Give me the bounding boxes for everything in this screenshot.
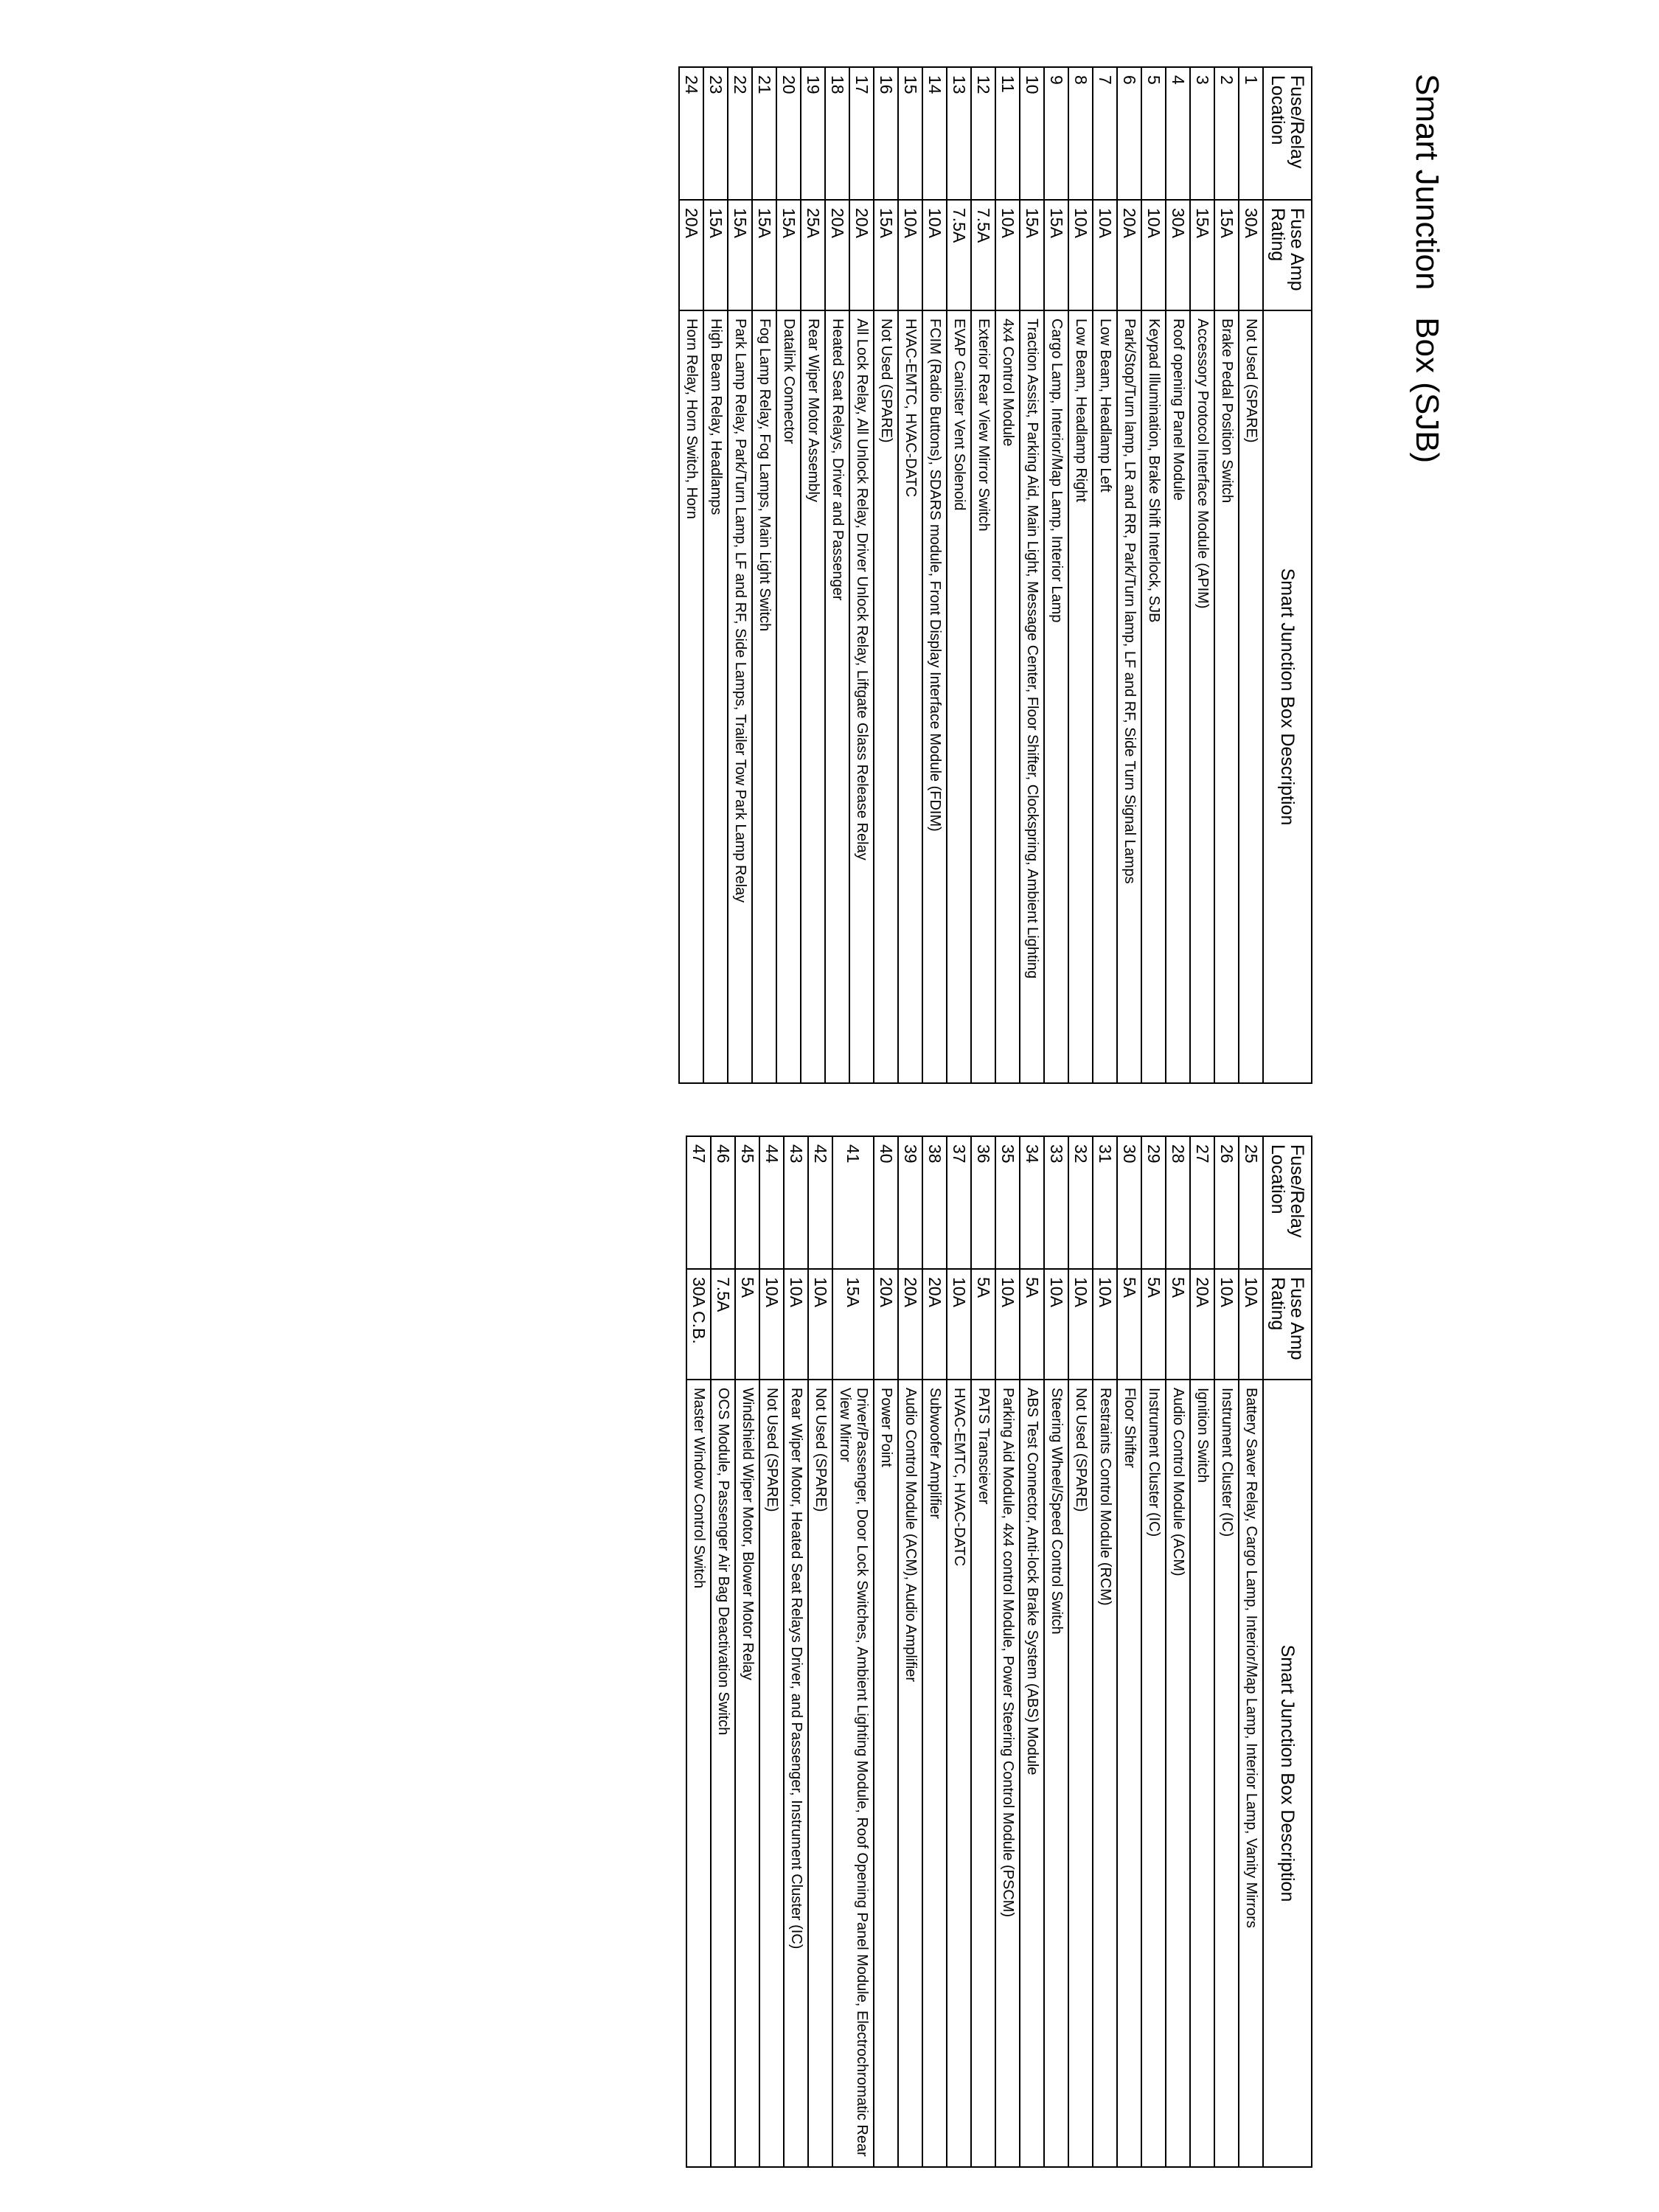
table-row [1117,1136,1141,2167]
table-row [1068,67,1093,1083]
table-header-row [1263,1136,1312,2167]
location-cell: 18 [825,67,849,200]
rating-cell: 10A [1093,200,1117,310]
table-row [752,67,776,1083]
description-cell: Master Window Control Switch [686,1380,711,2167]
table-row [971,1136,995,2167]
location-cell: 1 [1239,67,1263,200]
description-cell: Ignition Switch [1190,1380,1214,2167]
description-cell: Rear Wiper Motor, Heated Seat Relays Driver, and Passenger, Instrument Cluster (IC) [784,1380,808,2167]
location-cell: 2 [1214,67,1239,200]
table-row [728,67,752,1083]
description-cell: Cargo Lamp, Interior/Map Lamp, Interior Lamp [1044,310,1068,1083]
table-row [849,67,874,1083]
description-cell: Low Beam, Headlamp Left [1093,310,1117,1083]
rating-cell: 15A [752,200,776,310]
location-cell: 40 [874,1136,898,1269]
description-cell: Audio Control Module (ACM), Audio Amplifier [898,1380,922,2167]
table-row [874,67,898,1083]
rating-cell: 10A [947,1269,971,1380]
location-cell: 28 [1166,1136,1190,1269]
description-cell: Restraints Control Module (RCM) [1093,1380,1117,2167]
location-cell: 35 [995,1136,1020,1269]
table-row [1117,67,1141,1083]
table-row [898,1136,922,2167]
description-cell: Not Used (SPARE) [808,1380,832,2167]
location-cell: 11 [995,67,1020,200]
location-cell: 27 [1190,1136,1214,1269]
rating-cell: 5A [1141,1269,1166,1380]
rating-cell: 15A [832,1269,874,1380]
table-row [832,1136,874,2167]
location-cell: 22 [728,67,752,200]
location-cell: 46 [711,1136,735,1269]
location-cell: 32 [1068,1136,1093,1269]
rating-cell: 10A [759,1269,784,1380]
table-row [1239,1136,1263,2167]
rating-cell: 10A [808,1269,832,1380]
location-cell: 47 [686,1136,711,1269]
rating-cell: 10A [1093,1269,1117,1380]
table-row [703,67,728,1083]
fuse-table-1-body [679,67,1263,1083]
rating-cell: 5A [1020,1269,1044,1380]
table-row [686,1136,711,2167]
rating-cell: 5A [1117,1269,1141,1380]
table-row [1020,1136,1044,2167]
description-header: Smart Junction Box Description [1263,310,1312,1083]
description-cell: OCS Module, Passenger Air Bag Deactivation Switch [711,1380,735,2167]
table-row [1044,1136,1068,2167]
description-cell: Instrument Cluster (IC) [1214,1380,1239,2167]
location-cell: 24 [679,67,703,200]
description-cell: ABS Test Connector, Anti-lock Brake System (ABS) Module [1020,1380,1044,2167]
table-row [1141,67,1166,1083]
location-cell: 44 [759,1136,784,1269]
description-cell: Horn Relay, Horn Switch, Horn [679,310,703,1083]
table-row [947,67,971,1083]
fuse-table-2 [686,1135,1312,2168]
location-cell: 14 [922,67,947,200]
location-cell: 43 [784,1136,808,1269]
rating-cell: 7.5A [711,1269,735,1380]
location-cell: 38 [922,1136,947,1269]
table-header-row [1263,67,1312,1083]
table-row [735,1136,759,2167]
description-cell: Brake Pedal Position Switch [1214,310,1239,1083]
description-cell: High Beam Relay, Headlamps [703,310,728,1083]
location-cell: 3 [1190,67,1214,200]
description-cell: Floor Shifter [1117,1380,1141,2167]
table-row [947,1136,971,2167]
rating-cell: 15A [1214,200,1239,310]
location-cell: 45 [735,1136,759,1269]
description-cell: Not Used (SPARE) [1068,1380,1093,2167]
description-cell: Heated Seat Relays, Driver and Passenger [825,310,849,1083]
table-row [784,1136,808,2167]
description-cell: Accessory Protocol Interface Module (APIM) [1190,310,1214,1083]
description-cell: Traction Assist, Parking Aid, Main Light, Message Center, Floor Shifter, Clockspring, Ambient Lighting [1020,310,1044,1083]
rating-cell: 7.5A [971,200,995,310]
location-cell: 8 [1068,67,1093,200]
rating-header: Fuse Amp Rating [1263,200,1312,310]
description-cell: 4x4 Control Module [995,310,1020,1083]
rating-cell: 20A [1190,1269,1214,1380]
description-cell: Roof opening Panel Module [1166,310,1190,1083]
description-cell: Exterior Rear View Mirror Switch [971,310,995,1083]
location-cell: 30 [1117,1136,1141,1269]
description-cell: Parking Aid Module, 4x4 control Module, Power Steering Control Module (PSCM) [995,1380,1020,2167]
location-cell: 21 [752,67,776,200]
location-cell: 16 [874,67,898,200]
rating-cell: 10A [1214,1269,1239,1380]
location-cell: 10 [1020,67,1044,200]
table-row [759,1136,784,2167]
location-cell: 12 [971,67,995,200]
rating-cell: 20A [825,200,849,310]
rating-cell: 15A [776,200,801,310]
location-cell: 25 [1239,1136,1263,1269]
table-row [1141,1136,1166,2167]
table-row [1020,67,1044,1083]
location-cell: 19 [801,67,825,200]
location-cell: 26 [1214,1136,1239,1269]
description-cell: Not Used (SPARE) [1239,310,1263,1083]
description-cell: Rear Wiper Motor Assembly [801,310,825,1083]
rating-cell: 15A [1044,200,1068,310]
rating-cell: 20A [679,200,703,310]
rating-cell: 20A [849,200,874,310]
rating-cell: 15A [1020,200,1044,310]
location-cell: 9 [1044,67,1068,200]
description-cell: Driver/Passenger, Door Lock Switches, Ambient Lighting Module, Roof Opening Panel Module, Electrochromatic Rear View Mirror [832,1380,874,2167]
description-cell: HVAC-EMTC, HVAC-DATC [947,1380,971,2167]
table-row [1093,1136,1117,2167]
rating-cell: 10A [898,200,922,310]
description-cell: Instrument Cluster (IC) [1141,1380,1166,2167]
description-cell: Audio Control Module (ACM) [1166,1380,1190,2167]
location-cell: 13 [947,67,971,200]
description-cell: Subwoofer Amplifier [922,1380,947,2167]
location-cell: 31 [1093,1136,1117,1269]
table-row [1068,1136,1093,2167]
description-cell: Park Lamp Relay, Park/Turn Lamp, LF and RF, Side Lamps, Trailer Tow Park Lamp Relay [728,310,752,1083]
fuse-table-1-wrapper [678,66,1312,1084]
table-row [776,67,801,1083]
rating-cell: 20A [898,1269,922,1380]
table-row [711,1136,735,2167]
description-cell: FCIM (Radio Buttons), SDARS module, Front Display Interface Module (FDIM) [922,310,947,1083]
description-cell: Not Used (SPARE) [759,1380,784,2167]
rating-cell: 15A [703,200,728,310]
description-cell: Keypad Illumination, Brake Shift Interlock, SJB [1141,310,1166,1083]
location-cell: 6 [1117,67,1141,200]
location-cell: 34 [1020,1136,1044,1269]
location-cell: 29 [1141,1136,1166,1269]
location-cell: 41 [832,1136,874,1269]
location-cell: 15 [898,67,922,200]
table-row [1214,1136,1239,2167]
description-cell: Park/Stop/Turn lamp, LR and RR, Park/Turn lamp, LF and RF, Side Turn Signal Lamps [1117,310,1141,1083]
rating-cell: 20A [922,1269,947,1380]
rating-cell: 15A [874,200,898,310]
table-row [995,1136,1020,2167]
rating-cell: 10A [1044,1269,1068,1380]
rating-cell: 5A [735,1269,759,1380]
location-cell: 23 [703,67,728,200]
location-header: Fuse/Relay Location [1263,1136,1312,1269]
description-cell: Windshield Wiper Motor, Blower Motor Relay [735,1380,759,2167]
location-cell: 7 [1093,67,1117,200]
description-cell: Fog Lamp Relay, Fog Lamps, Main Light Switch [752,310,776,1083]
table-row [874,1136,898,2167]
rating-cell: 30A [1166,200,1190,310]
rating-cell: 25A [801,200,825,310]
rating-cell: 30A [1239,200,1263,310]
table-row [971,67,995,1083]
rating-cell: 10A [1141,200,1166,310]
description-header: Smart Junction Box Description [1263,1380,1312,2167]
location-cell: 20 [776,67,801,200]
table-row [1214,67,1239,1083]
rating-cell: 5A [1166,1269,1190,1380]
rating-cell: 20A [874,1269,898,1380]
table-row [922,1136,947,2167]
rating-cell: 20A [1117,200,1141,310]
description-cell: Low Beam, Headlamp Right [1068,310,1093,1083]
table-row [1044,67,1068,1083]
description-cell: Not Used (SPARE) [874,310,898,1083]
rating-cell: 10A [995,200,1020,310]
location-cell: 17 [849,67,874,200]
table-row [1093,67,1117,1083]
location-cell: 36 [971,1136,995,1269]
description-cell: Power Point [874,1380,898,2167]
table-row [801,67,825,1083]
location-cell: 33 [1044,1136,1068,1269]
table-row [1166,1136,1190,2167]
location-cell: 4 [1166,67,1190,200]
location-cell: 42 [808,1136,832,1269]
rating-cell: 30A C.B. [686,1269,711,1380]
table-row [679,67,703,1083]
table-row [898,67,922,1083]
rating-cell: 10A [1068,1269,1093,1380]
description-cell: HVAC-EMTC, HVAC-DATC [898,310,922,1083]
description-cell: EVAP Canister Vent Solenoid [947,310,971,1083]
page-title: Smart Junction Box (SJB) [1409,74,1445,464]
table-row [1166,67,1190,1083]
rating-cell: 15A [728,200,752,310]
table-row [922,67,947,1083]
fuse-table-1 [678,66,1312,1084]
location-header: Fuse/Relay Location [1263,67,1312,200]
table-row [825,67,849,1083]
rating-cell: 10A [784,1269,808,1380]
description-cell: PATS Transciever [971,1380,995,2167]
table-row [995,67,1020,1083]
rating-cell: 7.5A [947,200,971,310]
description-cell: All Lock Relay, All Unlock Relay, Driver Unlock Relay, Liftgate Glass Release Relay [849,310,874,1083]
location-cell: 39 [898,1136,922,1269]
rating-cell: 5A [971,1269,995,1380]
rating-cell: 10A [995,1269,1020,1380]
rating-cell: 15A [1190,200,1214,310]
location-cell: 5 [1141,67,1166,200]
rating-cell: 10A [1068,200,1093,310]
fuse-table-2-body [686,1136,1263,2167]
location-cell: 37 [947,1136,971,1269]
description-cell: Datalink Connector [776,310,801,1083]
table-row [1190,1136,1214,2167]
description-cell: Steering Wheel/Speed Control Switch [1044,1380,1068,2167]
fuse-table-2-wrapper [686,1135,1312,2168]
rating-header: Fuse Amp Rating [1263,1269,1312,1380]
rating-cell: 10A [922,200,947,310]
description-cell: Battery Saver Relay, Cargo Lamp, Interior/Map Lamp, Interior Lamp, Vanity Mirrors [1239,1380,1263,2167]
table-row [1190,67,1214,1083]
table-row [1239,67,1263,1083]
rating-cell: 10A [1239,1269,1263,1380]
table-row [808,1136,832,2167]
